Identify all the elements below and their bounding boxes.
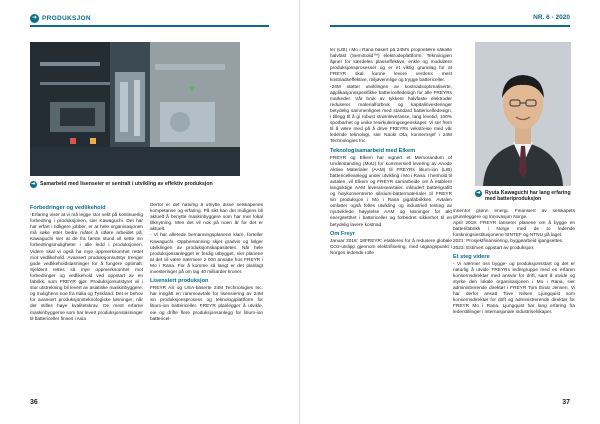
- portrait-photo: [475, 42, 571, 186]
- paragraph: FREYR og Elkem har signert et Memorandum of Understanding (MoU) for kommersiell levering av Anode Aktive Materialer (AAM) til FREYRs litium-ion (LIB) battericelleanlegg under utvikling i Mo i Rana. I henhold til avtalen, vil Elkem og FREYR samarbeide om å etablere langsiktige AAM leveranseavtaler, inkludert batterigrafitt og høykonsentrerte silisium-battermaterialer til FREYR sin produksjon i Mo i Rana gigafabrikken. Avtalen omfatter også felles utvikling og industriell testing av nyutviklede høyytelse AAM og løsninger for økt energitetthet i battericeller og forbedret sikkerhet til en betydelig lavere kostnad.: [330, 155, 452, 228]
- paragraph: FREYR AS og USA-baserte 24M Technologies Inc. har inngått en rammeavtale for lisensiering av 24M sin produksjonsprosess og teknologiplattform for litium-ion battericeller. FREYR planlegger å utvikle, eie og drifte flere produksjonsanlegg for litium-ion battericel-: [150, 286, 263, 322]
- subheading: Forbedringer og vedlikehold: [30, 205, 106, 211]
- subheading: Teknologisamarbeid med Elkem: [330, 147, 416, 154]
- left-column-2: [150, 203, 263, 403]
- paragraph: Derfor er det naturlig å utnytte disse selskapenes kompetanse og erfaring. På sikt kan det muligens bli aktuelt å benytte maskinbyggere som har mer lokal tilknytning. Men det vil nok på noen år for det er aktuelt.: [150, 203, 263, 233]
- paragraph: 2023: Estimert oppstart av produksjon.: [453, 245, 535, 251]
- paragraph: -Erfaring viser at vi må legge stor vekt på kontinuerlig forbedring i produksjonen, sier Kawaguchi. Det har har erfart i tidligere jobber, er at hele organisasjonen må søke etter bedre måter å utføre arbeidet på. Kawaguchi sier at de fra første stund vil sette inn forbedringsmuligheter i alle ledd i produksjonen. Videre skal vi også ha mye oppmerksomhet rettet mot vedlikehold. Avansert produksjonsutstyr trenger gode vedlikeholdsløsninger for å fungere optimalt. Sjeldent rettes så mye oppmerksomhet mot forbedringer og vedlikehold ved oppstart av en fabrikk, som FREYR gjør. Produksjonsutstyret vil i stor utstrekning bli levert av asiatiske maskinbyggere, og mulighens noe fra Italia og Tyskland. Det er behov for avansert produksjonsteknologiske løsninger, når det stilles høye kvalitetskrav. De mest erfarne maskinbyggerne som har levert produksjonsløsninger til battericeller finnes i Asia: [30, 213, 143, 322]
- paragraph: Januar 2018: 18FREYR: etableres for å redusere globale CO2-utslipp gjennom elektrifisering, med utgangspunkt i Norges ledende rolle: [330, 238, 452, 256]
- factory-photo: [30, 42, 240, 176]
- paragraph: April 2019: FREYR lanserer planene om å bygge en batterifabrikk i Norge med de to ledende forskningsinstitusjonene SINTEF og NTNU på laget.: [453, 221, 575, 239]
- section-tag: [30, 14, 91, 23]
- paragraph: ler (LIB) i Mo i Rana basert på 24M's proprietære såkalte halvfast (SemiSolid™) elektrodeplattform. Teknologien åpner for særdeles plasseffektive, enkle og modulære produksjonsprosesser og er et viktig grunnlag for at FREYR skal kunne levere verdens mest kostnadseffektive, miljøvennlige og trygge battericeller.: [330, 48, 452, 84]
- left-column-1: [30, 203, 143, 403]
- arrow-right-icon: ➜: [31, 181, 36, 187]
- paragraph: - Vi nærmer oss bygge- og produksjonsstart og det er naturlig å utvide FREYRs ledergruppe med en erfaren konsernsdirektør med ansvar for drift, sant å utvide og styrke den lokale organisasjonen i Mo i Rana, sier administrerende direktør i FREYR Tom Einar Jensen. Vi har derfor ansatt Tove Nilsen Ljungquist som konsernsdirektør for drift og administrerende direktør for FREYR Mo i Rana. Ljungquist har lang erfaring fra lederstillinger i internasjonale industriselskaper.: [453, 261, 575, 316]
- portrait-image: [475, 42, 571, 186]
- page-number: 36: [30, 399, 38, 406]
- section-label: PRODUKSJON: [42, 15, 91, 22]
- issue-number: NR. 6 - 2020: [533, 14, 570, 21]
- right-column-2: [453, 209, 575, 404]
- paragraph: 2021: Prosjektfinansiering, byggearbeid igangsettes.: [453, 239, 564, 245]
- subheading: Lisensiert produksjon: [150, 278, 209, 285]
- portrait-caption: ➜ Ryuta Kawaguchi har lang erfaring med batteriproduksjon: [476, 190, 571, 203]
- paragraph: -24M støtter utviklingen av kostnadsoptimaliserte, applikasjonsspesifikke battericelledesign for alle FREYRs markeder. Vår bruk av tykkere halvfaste elektroder reduserer materialforbruk og kapitalinvesteringer betydelig sammenlignet med standard battericelledesign, i tillegg til å gi robust strømleveranse, lang levetid, 100% sporbarhet og unike resirkuleringsegenskaper. Vi ser frem til å være med på å drive FREYRs vekstreise med vår ledende teknologi, sier Naoki Ota, konsernsjef i 24M Technologies Inc.: [330, 84, 452, 145]
- subheading: Et steg videre: [453, 253, 490, 260]
- arrow-right-icon: ➜: [476, 190, 481, 196]
- factory-machinery-image: [30, 42, 240, 176]
- subheading: Om Freyr: [330, 230, 355, 237]
- paragraph: - Vi har allerede bemanningsplanene klare, forteller Kawaguchi. Oppbemanning skjer gradvis og følger utviklingen av produksjonskapasiteten. Når hele produksjonsanlegget er ferdig utbygget, sier planene at det vil være nærmere 2 000 ansatte hos FREYR i Mo i Rana. For å komme så langt er det planlagt investeringer på om lag 40 milliarder kroner.: [150, 233, 263, 276]
- page-number: 37: [562, 399, 570, 406]
- paragraph: innenfor grønn energi. Finansiert av selskapets grunnleggere og Innovasjon Norge.: [453, 209, 575, 221]
- photo-caption: ➜ Samarbeid med lisenseier er sentralt i utvikling av effektiv produksjon: [31, 181, 213, 187]
- arrow-right-icon: ➜: [31, 15, 38, 21]
- right-column-1: [330, 48, 452, 403]
